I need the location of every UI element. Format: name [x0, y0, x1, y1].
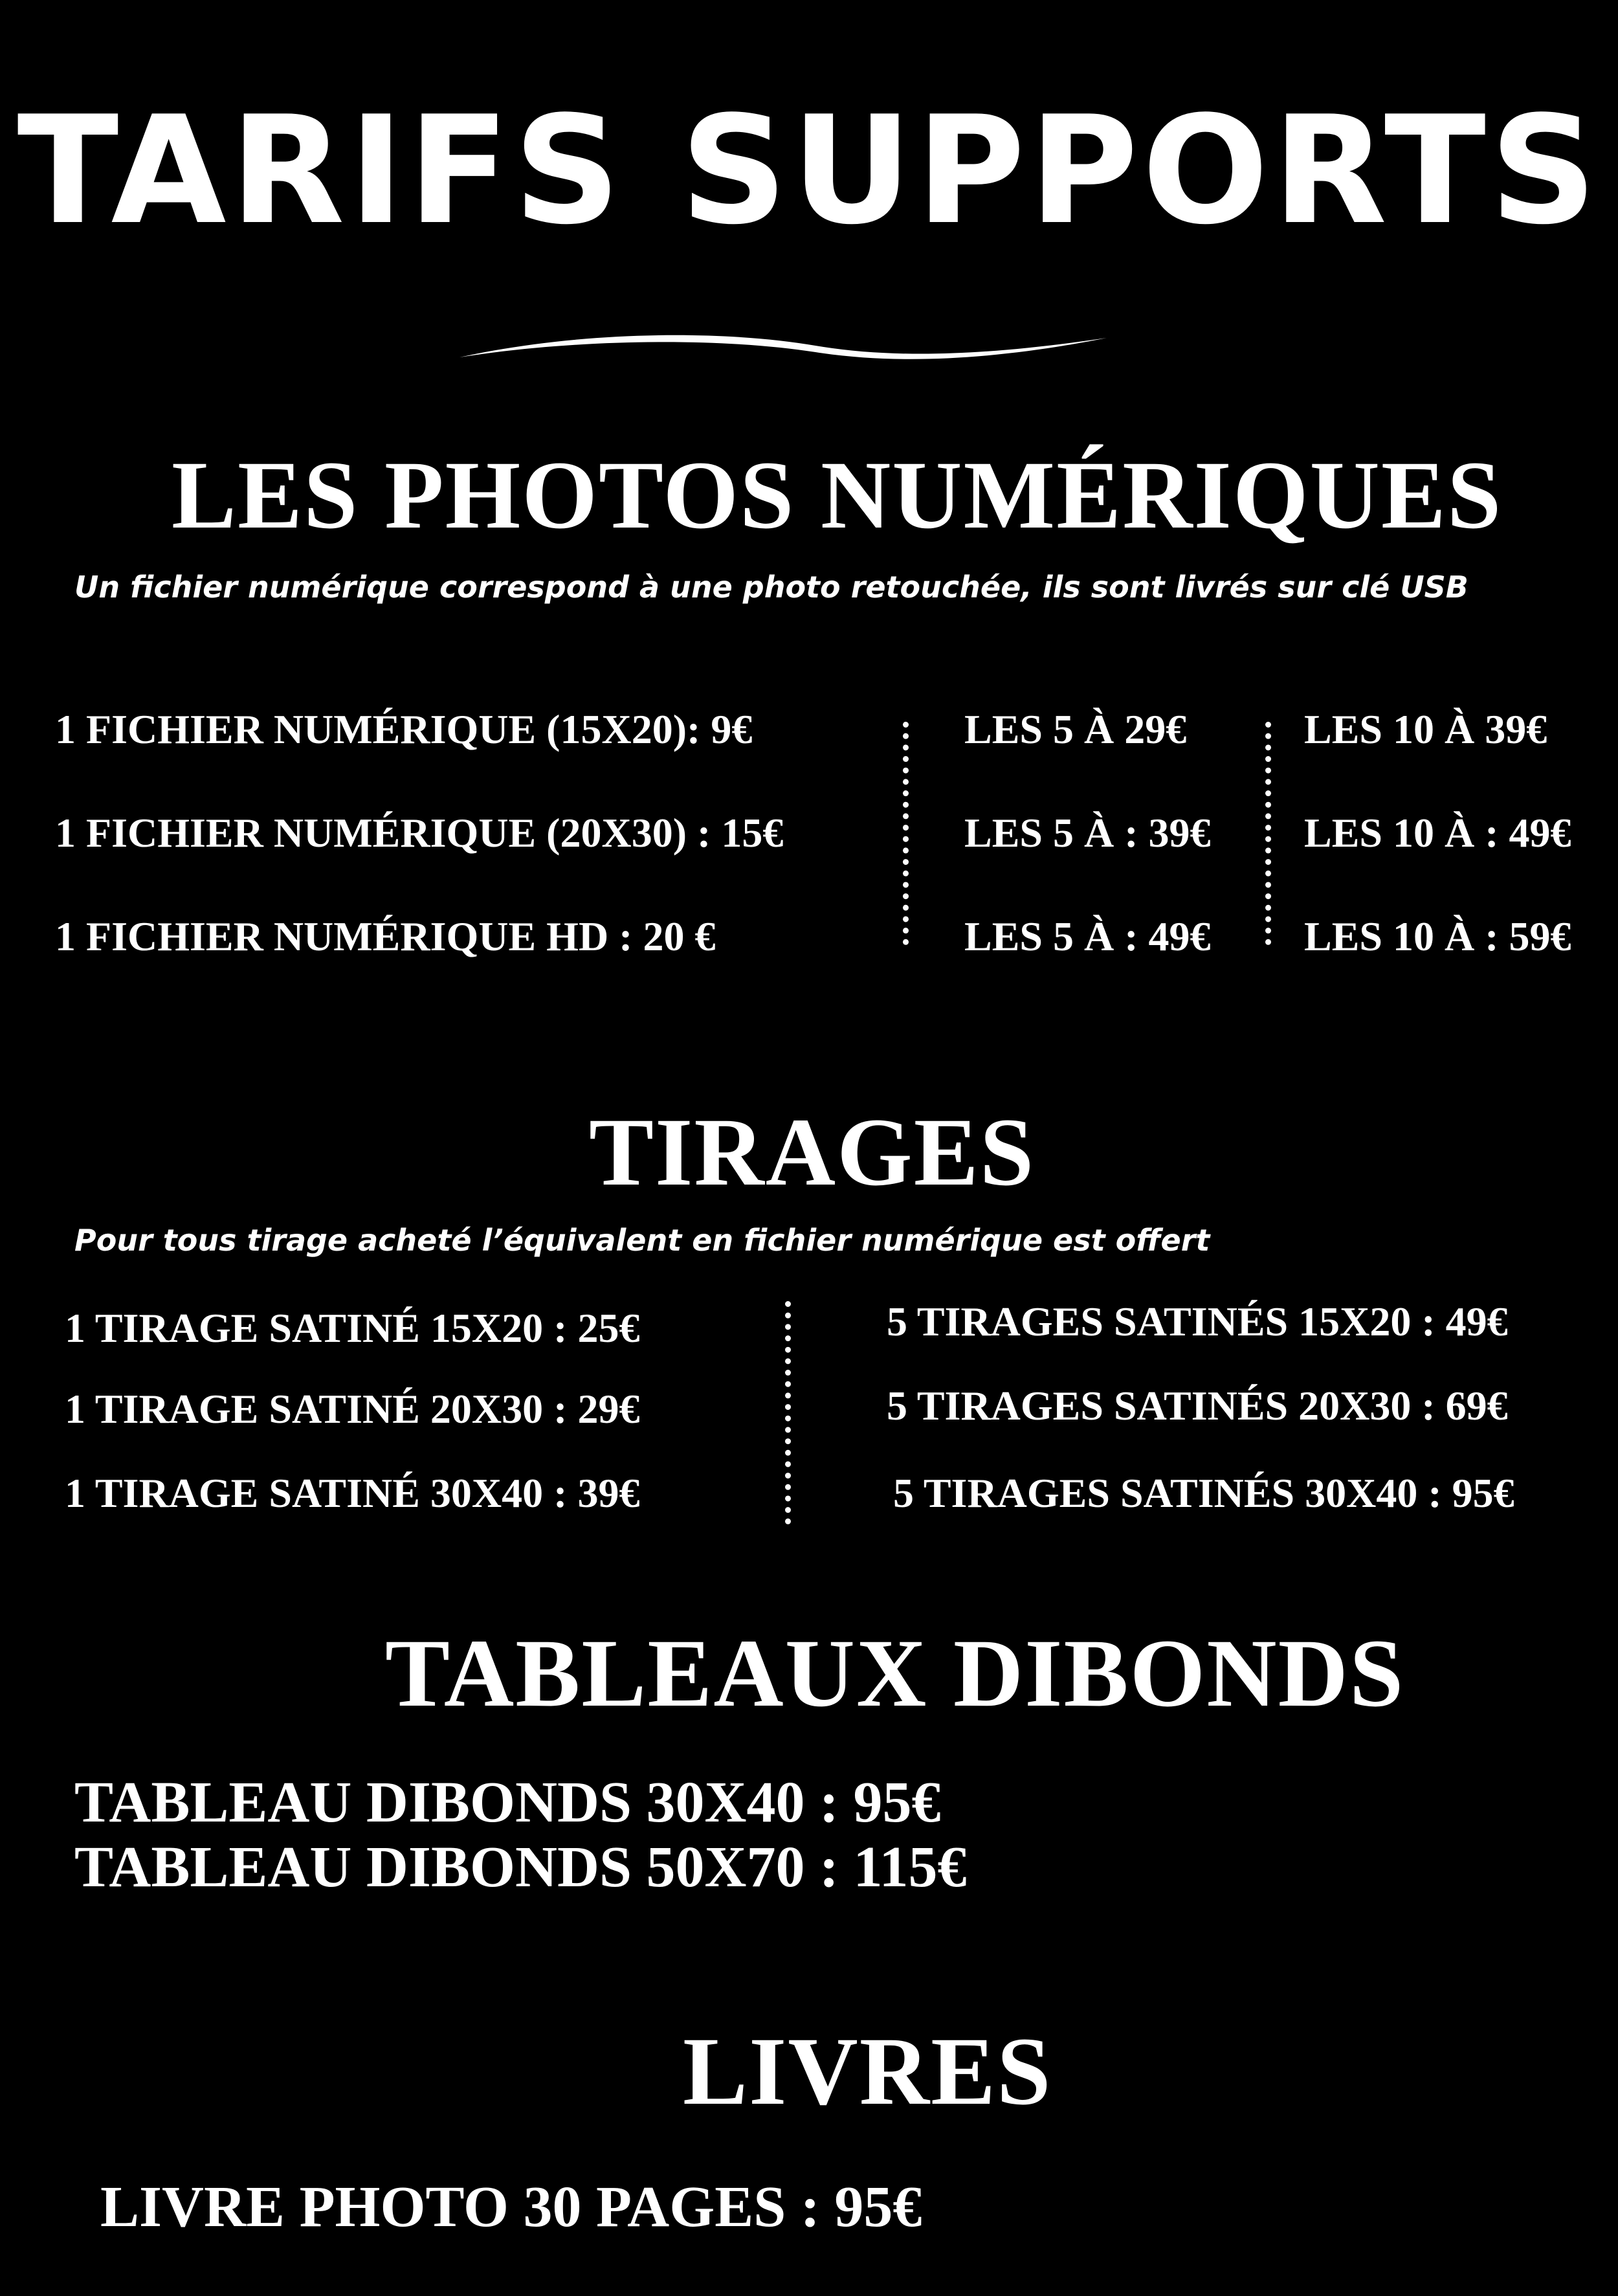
- page-title: TARIFS SUPPORTS: [17, 85, 1601, 258]
- section-title-photos: LES PHOTOS NUMÉRIQUES: [172, 441, 1503, 549]
- photo-pack10: LES 10 À : 59€: [1304, 913, 1571, 959]
- tirages-note: Pour tous tirage acheté l’équivalent en fichier numérique est offert: [74, 1223, 1210, 1258]
- photo-item: 1 FICHIER NUMÉRIQUE (20X30) : 15€: [55, 810, 784, 856]
- tirage-pack: 5 TIRAGES SATINÉS 15X20 : 49€: [887, 1298, 1508, 1344]
- tableau-item: TABLEAU DIBONDS 30X40 : 95€: [74, 1770, 941, 1834]
- section-title-livres: LIVRES: [683, 2018, 1052, 2125]
- section-title-tableaux: TABLEAUX DIBONDS: [385, 1620, 1405, 1727]
- livre-item: LIVRE PHOTO 30 PAGES : 95€: [100, 2175, 922, 2239]
- photo-pack10: LES 10 À : 49€: [1304, 810, 1571, 856]
- tirage-single: 1 TIRAGE SATINÉ 30X40 : 39€: [65, 1470, 640, 1516]
- section-title-tirages: TIRAGES: [589, 1098, 1036, 1206]
- photo-pack5: LES 5 À : 49€: [964, 913, 1211, 959]
- tableau-item: TABLEAU DIBONDS 50X70 : 115€: [74, 1835, 967, 1899]
- tirage-pack: 5 TIRAGES SATINÉS 30X40 : 95€: [893, 1470, 1514, 1516]
- photo-item: 1 FICHIER NUMÉRIQUE (15X20): 9€: [55, 706, 753, 752]
- tirage-pack: 5 TIRAGES SATINÉS 20X30 : 69€: [887, 1383, 1508, 1429]
- photo-item: 1 FICHIER NUMÉRIQUE HD : 20 €: [55, 913, 716, 959]
- tirage-single: 1 TIRAGE SATINÉ 15X20 : 25€: [65, 1305, 640, 1351]
- dotted-divider: [903, 722, 909, 945]
- photo-pack5: LES 5 À : 39€: [964, 810, 1211, 856]
- dotted-divider: [1265, 722, 1271, 945]
- tirage-single: 1 TIRAGE SATINÉ 20X30 : 29€: [65, 1386, 640, 1432]
- dotted-divider: [785, 1301, 791, 1524]
- photos-note: Un fichier numérique correspond à une photo retouchée, ils sont livrés sur clé USB: [74, 570, 1468, 605]
- photo-pack5: LES 5 À 29€: [964, 706, 1187, 752]
- decorative-swoosh: [453, 324, 1113, 369]
- photo-pack10: LES 10 À 39€: [1304, 706, 1547, 752]
